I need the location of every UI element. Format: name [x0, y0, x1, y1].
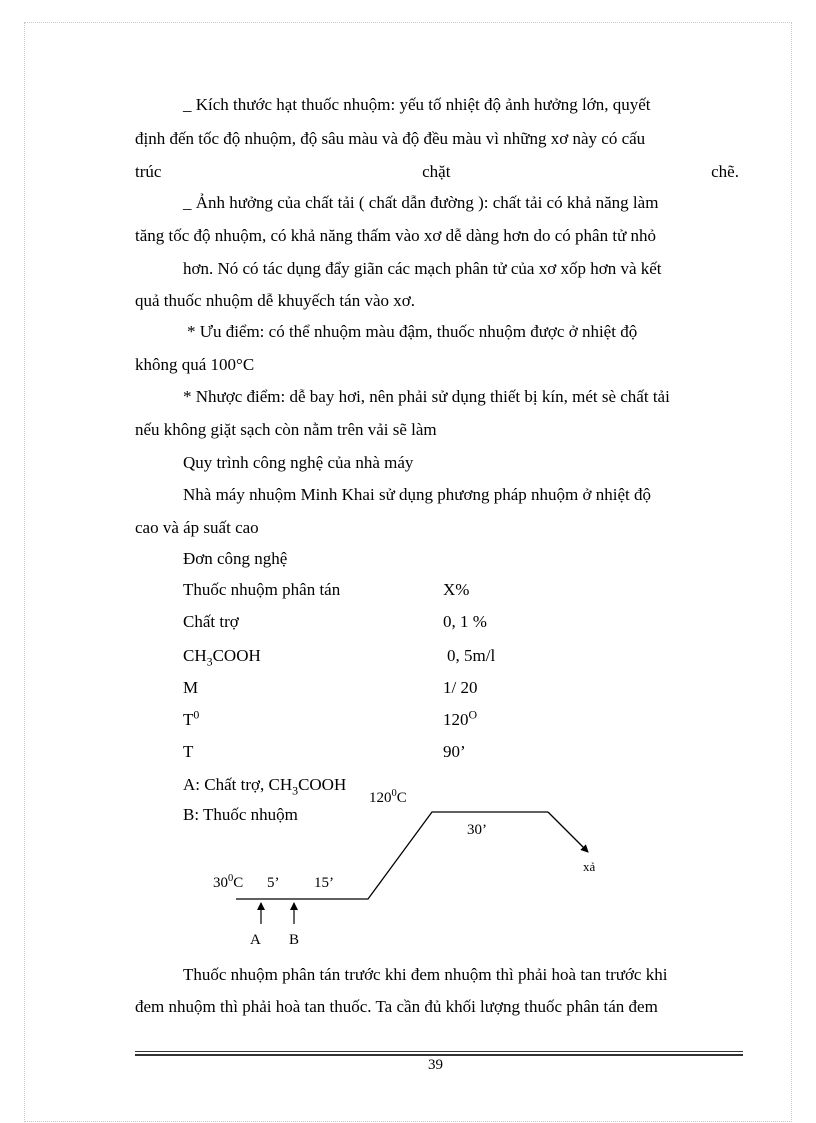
- time-label-2: 15’: [314, 875, 334, 891]
- drain-arrow: [548, 812, 588, 852]
- recipe-label: T: [183, 742, 194, 761]
- legend-a: A: Chất trợ, $CH_3COOH$: [183, 775, 347, 795]
- recipe-value: 0, 1 %: [443, 612, 487, 631]
- drain-label: xả: [583, 859, 596, 874]
- disadvantages-line: * Nhược điểm: dễ bay hơi, nên phải sử dụng thiết bị kín, mét sè chất tải: [183, 387, 670, 406]
- recipe-value: 90’: [443, 742, 466, 761]
- paragraph-line: cao và áp suất cao: [135, 518, 259, 537]
- recipe-label: Chất trợ: [183, 612, 239, 631]
- paragraph-line: đem nhuộm thì phải hoà tan thuốc. Ta cần đủ khối lượng thuốc phân tán đem: [135, 997, 658, 1016]
- paragraph-line: định đến tốc độ nhuộm, độ sâu màu và độ đều màu vì những xơ này có cấu: [135, 129, 646, 148]
- paragraph-line: Thuốc nhuộm phân tán trước khi đem nhuộm thì phải hoà tan trước khi: [183, 965, 668, 984]
- paragraph-line: quả thuốc nhuộm dễ khuyếch tán vào xơ.: [135, 291, 415, 310]
- paragraph-line: Nhà máy nhuộm Minh Khai sử dụng phương pháp nhuộm ở nhiệt độ: [183, 485, 651, 504]
- word: chẽ.: [711, 162, 739, 181]
- recipe-value: $120^O$: [443, 707, 478, 729]
- word: chặt: [422, 162, 451, 181]
- recipe-label: $CH_3COOH$: [183, 646, 261, 669]
- advantages-line: không quá 100°C: [135, 355, 255, 374]
- recipe-label: $T^0$: [183, 707, 200, 729]
- paragraph-line: hơn. Nó có tác dụng đẩy giãn các mạch phân tử của xơ xốp hơn và kết: [183, 259, 662, 278]
- time-label-1: 5’: [267, 875, 280, 891]
- peak-temperature-label: $120^0C$: [369, 788, 407, 806]
- paragraph-line: _ Kích thước hạt thuốc nhuộm: yếu tố nhiệt độ ảnh hưởng lớn, quyết: [183, 95, 651, 114]
- section-heading: Quy trình công nghệ của nhà máy: [183, 453, 414, 472]
- legend-b: B: Thuốc nhuộm: [183, 805, 298, 824]
- advantages-line: * Ưu điểm: có thể nhuộm màu đậm, thuốc nhuộm được ở nhiệt độ: [187, 322, 638, 341]
- word: trúc: [135, 162, 162, 181]
- temperature-curve: [236, 812, 548, 899]
- mark-a-label: A: [250, 932, 261, 948]
- recipe-value: 1/ 20: [443, 678, 478, 697]
- footer-rule: [135, 1054, 743, 1056]
- page-number: 39: [428, 1057, 443, 1073]
- footer-rule: [135, 1051, 743, 1052]
- disadvantages-line: nếu không giặt sạch còn nằm trên vải sẽ làm: [135, 420, 437, 439]
- recipe-label: M: [183, 678, 199, 697]
- start-temperature-label: $30^0C$: [213, 873, 244, 891]
- recipe-value: X%: [443, 580, 470, 599]
- mark-b-label: B: [289, 932, 300, 948]
- recipe-value: 0, 5m/l: [447, 646, 496, 665]
- paragraph-line: tăng tốc độ nhuộm, có khả năng thấm vào xơ dễ dàng hơn do có phân tử nhỏ: [135, 226, 657, 245]
- hold-time-label: 30’: [467, 822, 487, 838]
- recipe-label: Thuốc nhuộm phân tán: [183, 580, 341, 599]
- section-heading: Đơn công nghệ: [183, 549, 288, 568]
- paragraph-line: _ Ảnh hưởng của chất tải ( chất dẫn đường ): chất tải có khả năng làm: [183, 193, 659, 212]
